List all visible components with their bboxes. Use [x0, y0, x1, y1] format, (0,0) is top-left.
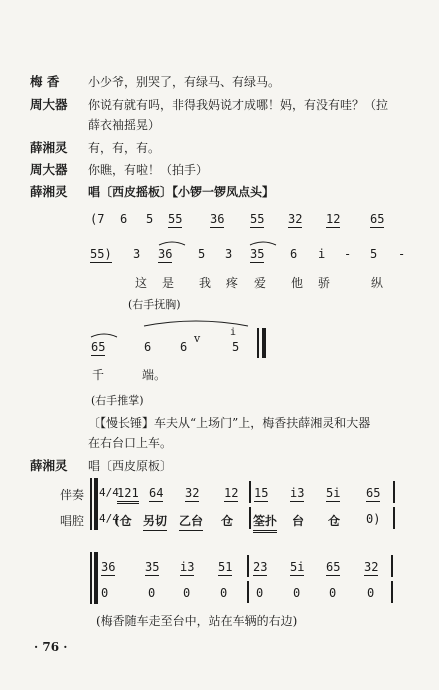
breath-mark: v: [194, 332, 201, 345]
percussion: (仓: [114, 514, 132, 528]
bar-line: [391, 581, 393, 603]
bar-line: [257, 328, 259, 358]
note: 35: [145, 560, 160, 574]
note: 5i: [290, 560, 305, 574]
note: 3: [225, 247, 233, 261]
lyric: 他: [291, 276, 304, 290]
speaker: 周大器: [30, 97, 68, 112]
note: 5: [232, 340, 240, 354]
bar-line: [247, 555, 249, 577]
lyric: 千: [92, 368, 105, 382]
note: 55: [168, 212, 183, 226]
note: 51: [218, 560, 233, 574]
note: 65: [91, 340, 106, 354]
note: 12: [326, 212, 341, 226]
note: 6: [144, 340, 152, 354]
note: 6: [290, 247, 298, 261]
dialogue-line: 你说有就有吗，非得我妈说才成哪！妈，有没有哇？（拉: [88, 98, 389, 112]
meter: 4/4: [99, 486, 119, 499]
note: -: [398, 247, 406, 261]
note: 0: [220, 586, 228, 600]
dialogue-line: 小少爷，别哭了，有绿马、有绿马。: [88, 75, 281, 89]
speaker: 薛湘灵: [30, 458, 68, 473]
meter: 4/4: [99, 512, 119, 525]
note: 15: [254, 486, 269, 500]
part-label: 伴奏: [60, 488, 85, 502]
bar-line: [391, 555, 393, 577]
note: 32: [364, 560, 379, 574]
speaker: 薛湘灵: [30, 184, 68, 199]
percussion: 另切: [143, 512, 167, 531]
bar-line: [393, 481, 395, 503]
grace-note: i: [230, 327, 237, 338]
note: 0: [293, 586, 301, 600]
note: 64: [149, 486, 164, 500]
percussion: 仓: [328, 514, 341, 528]
note: 65: [366, 486, 381, 500]
note: 23: [253, 560, 268, 574]
dialogue-line: 有，有，有。: [88, 141, 161, 155]
speaker: 薛湘灵: [30, 140, 68, 155]
dialogue-line: 你瞧，有啦！（拍手）: [88, 163, 209, 177]
dialogue-line: 薛衣袖摇晃）: [88, 118, 161, 132]
system-bracket: [90, 552, 92, 604]
note: -: [344, 247, 352, 261]
note: 12: [224, 486, 239, 500]
note: 5: [198, 247, 206, 261]
lyric: 端。: [142, 368, 167, 382]
lyric: 爱: [254, 276, 267, 290]
system-bracket: [90, 478, 92, 530]
stage-gesture: (右手抚胸): [128, 298, 181, 311]
lyric: 纵: [371, 276, 384, 290]
stage-direction: 在右台口上车。: [88, 436, 173, 450]
note: 36: [101, 560, 116, 574]
stage-direction: 〔【慢长锤】车夫从“上场门”上，梅香扶薛湘灵和大器: [88, 416, 371, 430]
note: (7: [90, 212, 105, 226]
stage-gesture: (右手推掌): [91, 394, 144, 407]
note: 121: [117, 486, 139, 504]
note: 3: [133, 247, 141, 261]
lyric: 是: [162, 276, 175, 290]
note: 65: [370, 212, 385, 226]
bar-line: [249, 507, 251, 529]
note: 0: [256, 586, 264, 600]
note: 5: [370, 247, 378, 261]
note: 0: [101, 586, 109, 600]
system-bracket: [94, 478, 98, 530]
speaker: 梅 香: [30, 74, 60, 89]
note: 0: [367, 586, 375, 600]
lyric: 这: [135, 276, 148, 290]
percussion: 台: [292, 514, 305, 528]
note: 0: [148, 586, 156, 600]
note: 65: [326, 560, 341, 574]
stage-direction: 唱〔西皮原板〕: [88, 459, 173, 473]
bar-line: [249, 481, 251, 503]
note: 5i: [326, 486, 341, 500]
bar-line: [247, 581, 249, 603]
system-bracket: [94, 552, 98, 604]
note: i3: [290, 486, 305, 500]
note: 0): [366, 512, 381, 526]
part-label: 唱腔: [60, 514, 85, 528]
speaker: 周大器: [30, 162, 68, 177]
percussion: 筌扑: [253, 512, 277, 533]
note: 36: [210, 212, 225, 226]
note: i3: [180, 560, 195, 574]
percussion: 乙台: [179, 512, 203, 531]
note: 35: [250, 247, 265, 261]
note: 0: [329, 586, 337, 600]
lyric: 骄: [318, 276, 331, 290]
note: 6: [180, 340, 188, 354]
note: 55): [90, 247, 112, 261]
lyric: 疼: [226, 276, 239, 290]
note: 32: [288, 212, 303, 226]
stage-note: (梅香随车走至台中，站在车辆的右边): [96, 614, 298, 628]
final-bar-line: [262, 328, 266, 358]
note: 36: [158, 247, 173, 261]
dialogue-line: 唱〔西皮摇板〕【小锣一锣凤点头】: [88, 185, 275, 199]
note: 6: [120, 212, 128, 226]
percussion: 仓: [221, 514, 234, 528]
page-number: · 76 ·: [34, 640, 68, 654]
note: 32: [185, 486, 200, 500]
note: i: [318, 247, 326, 261]
lyric: 我: [199, 276, 212, 290]
bar-line: [393, 507, 395, 529]
note: 55: [250, 212, 265, 226]
note: 0: [183, 586, 191, 600]
note: 5: [146, 212, 154, 226]
